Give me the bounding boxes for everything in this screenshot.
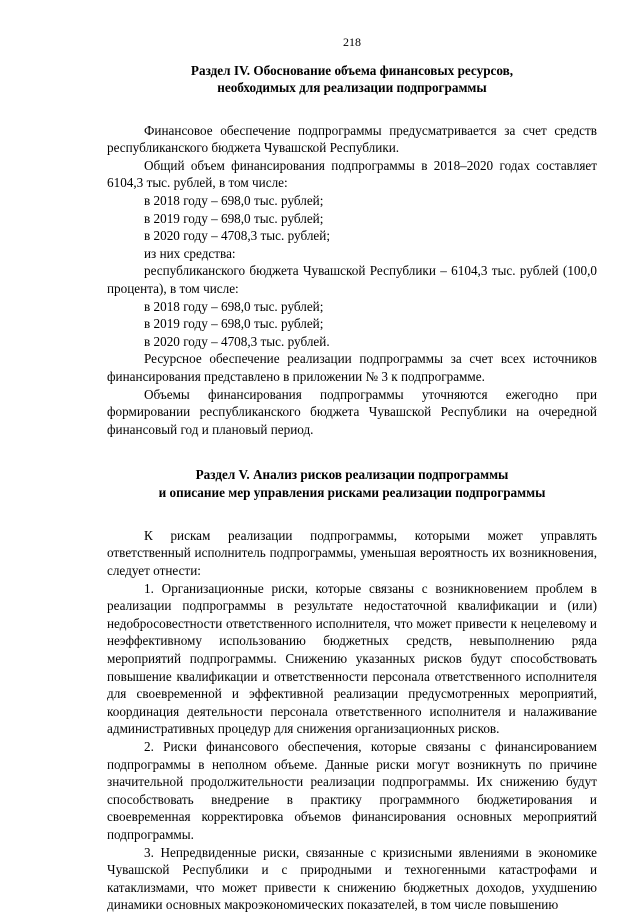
section5-paragraph: 2. Риски финансового обеспечения, которые связаны с финансированием подпрограммы в неполном объеме. Данные риски могут возникнуть по причине значительной продолжительности реализации подпрограммы. Их снижению будут способствовать внедрение в практику программного бюджетирования и своевременная корректировка объемов финансирования основных мероприятий подпрограммы.: [107, 739, 597, 842]
section5-title-line2: и описание мер управления рисками реализации подпрограммы: [158, 484, 546, 500]
section4-list-item: в 2019 году – 698,0 тыс. рублей;: [144, 316, 324, 332]
section5-paragraph: 1. Организационные риски, которые связаны с возникновением проблем в реализации подпрограммы в результате недостаточной квалификации и (или) недобросовестности ответственного исполнителя, что может привести к нецелевому и неэффективному использованию бюджетных средств, невыполнению ряда мероприятий подпрограммы. Снижению указанных рисков будут способствовать повышение квалификации и ответственности персонала ответственного исполнителя для своевременной и эффективной реализации предусмотренных мероприятий, координация деятельности персонала ответственного исполнителя и налаживание административных процедур для снижения организационных рисков.: [107, 580, 597, 737]
section5-paragraph: К рискам реализации подпрограммы, которыми может управлять ответственный исполнитель подпрограммы, уменьшая вероятность их возникновения, следует отнести:: [107, 527, 597, 579]
section4-list-item: в 2018 году – 698,0 тыс. рублей;: [144, 298, 324, 314]
section4-paragraph: Финансовое обеспечение подпрограммы предусматривается за счет средств республиканского бюджета Чувашской Республики.: [107, 122, 597, 156]
section5-title-line1: Раздел V. Анализ рисков реализации подпрограммы: [195, 467, 509, 483]
section4-title-line2: необходимых для реализации подпрограммы: [217, 80, 487, 96]
section4-paragraph: Объемы финансирования подпрограммы уточняются ежегодно при формировании республиканского бюджета Чувашской Республики на очередной финансовый год и плановый период.: [107, 386, 597, 437]
page-number: 218: [343, 35, 361, 49]
section5-paragraph: 3. Непредвиденные риски, связанные с кризисными явлениями в экономике Чувашской Республики и с природными и техногенными катастрофами и катаклизмами, что может привести к снижению бюджетных доходов, ухудшению динамики основных макроэкономических показателей, в том числе повышению: [107, 844, 597, 913]
section4-paragraph: республиканского бюджета Чувашской Республики – 6104,3 тыс. рублей (100,0 процента), в том числе:: [107, 263, 597, 296]
section4-list-item: из них средства:: [144, 245, 236, 261]
section4-list-item: в 2019 году – 698,0 тыс. рублей;: [144, 210, 324, 226]
section4-title-line1: Раздел IV. Обоснование объема финансовых ресурсов,: [190, 63, 514, 78]
section4-paragraph: Общий объем финансирования подпрограммы в 2018–2020 годах составляет 6104,3 тыс. рублей, в том числе:: [107, 157, 597, 191]
section4-list-item: в 2020 году – 4708,3 тыс. рублей;: [144, 228, 330, 244]
document-page: [107, 34, 597, 914]
section4-paragraph: Ресурсное обеспечение реализации подпрограммы за счет всех источников финансирования представлено в приложении № 3 к подпрограмме.: [107, 351, 597, 384]
section4-list-item: в 2018 году – 698,0 тыс. рублей;: [144, 192, 324, 208]
section4-list-item: в 2020 году – 4708,3 тыс. рублей.: [144, 333, 330, 349]
